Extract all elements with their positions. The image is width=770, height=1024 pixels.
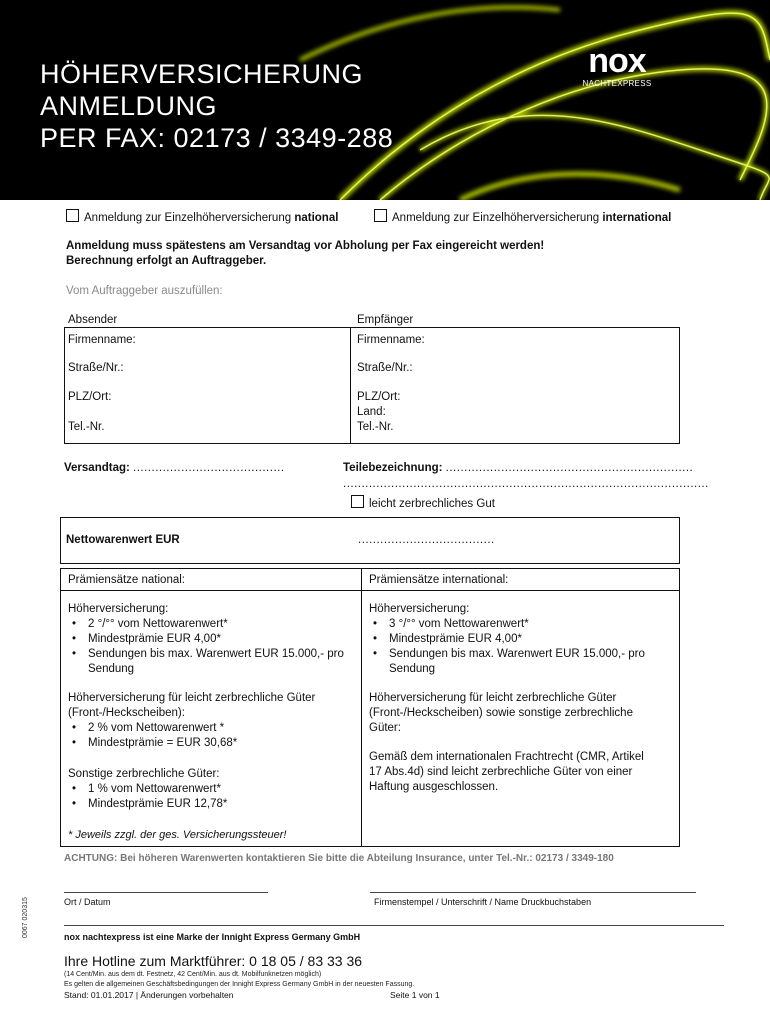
national-premium-column [68, 602, 354, 812]
int-hv-heading: Höherversicherung: [369, 603, 470, 615]
international-premium-heading: Prämiensätze international: [369, 574, 509, 586]
int-cmr-text: Gemäß dem internationalen Frachtrecht (CMR, Artikel 17 Abs.4d) sind leicht zerbrechliche Güter von einer Haftung ausgeschlossen. [369, 751, 644, 793]
status-note: Stand: 01.01.2017 | Änderungen vorbehalten [64, 990, 234, 1000]
int-hv-item: • Mindestprämie EUR 4,00* [369, 632, 665, 647]
terms-note: Es gelten die allgemeinen Geschäftsbedingungen der Innight Express Germany GmbH in der neuesten Fassung. [64, 981, 415, 988]
shipping-date-dots: ......................................... [133, 462, 285, 474]
int-hv-item: • 3 °/°° vom Nettowarenwert* [369, 617, 665, 632]
title-line-2: ANMELDUNG [40, 91, 218, 121]
title-line-1: HÖHERVERSICHERUNG [40, 59, 364, 89]
int-fragile-text: Höherversicherung für leicht zerbrechliche Güter (Front-/Heckscheiben) sowie sonstige zerbrechliche Güter: [369, 692, 633, 734]
form-title [40, 58, 393, 154]
title-line-3: PER FAX: 02173 / 3349-288 [40, 123, 394, 153]
side-document-code: 0067 020315 [22, 897, 29, 938]
stamp-label: Firmenstempel / Unterschrift / Name Druckbuchstaben [374, 897, 592, 907]
recipient-heading: Empfänger [357, 314, 414, 326]
sender-street-field[interactable]: Straße/Nr.: [68, 362, 124, 374]
national-label: Anmeldung zur Einzelhöherversicherung [84, 212, 295, 224]
net-value-input[interactable]: ..................................... [358, 534, 495, 546]
shipping-date-field[interactable] [64, 462, 285, 474]
sender-heading: Absender [68, 314, 118, 326]
nat-other-item: • Mindestprämie EUR 12,78* [68, 797, 354, 812]
sender-plz-field[interactable]: PLZ/Ort: [68, 391, 112, 403]
nat-fragile-item: • 2 % vom Nettowarenwert * [68, 721, 354, 736]
place-date-line[interactable] [64, 892, 268, 893]
page-number: Seite 1 von 1 [390, 990, 440, 1000]
international-label-bold: international [602, 212, 672, 224]
recipient-firm-field[interactable]: Firmenname: [357, 334, 425, 346]
brand-line: nox nachtexpress ist eine Marke der Innight Express Germany GmbH [64, 932, 361, 942]
notice-line-2: Berechnung erfolgt an Auftraggeber. [66, 255, 267, 267]
fragile-checkbox[interactable] [351, 495, 364, 508]
address-divider [350, 327, 351, 443]
shipping-date-label: Versandtag: [64, 462, 130, 474]
recipient-tel-field[interactable]: Tel.-Nr. [357, 421, 394, 433]
nat-hv-item: • 2 °/°° vom Nettowarenwert* [68, 617, 354, 632]
hotline-rates: (14 Cent/Min. aus dem dt. Festnetz, 42 Cent/Min. aus dt. Mobilfunknetzen möglich) [64, 971, 322, 978]
parts-dots-line-2[interactable]: ................................................................................................... [343, 478, 709, 490]
footer-divider [64, 925, 724, 926]
place-date-label: Ort / Datum [64, 897, 111, 907]
nox-logo [574, 44, 660, 88]
national-label-bold: national [294, 212, 339, 224]
premiums-header-line [60, 590, 680, 591]
logo-subtitle: NACHTEXPRESS [582, 79, 652, 88]
recipient-plz-field[interactable]: PLZ/Ort: [357, 391, 401, 403]
national-checkbox[interactable] [66, 209, 79, 222]
nat-fragile-item: • Mindestprämie = EUR 30,68* [68, 736, 354, 751]
fragile-option[interactable] [351, 495, 495, 510]
nat-hv-item: • Sendungen bis max. Warenwert EUR 15.000,- pro Sendung [68, 647, 358, 677]
net-value-label: Nettowarenwert EUR [66, 534, 180, 546]
premiums-divider [361, 568, 362, 846]
notice-line-1: Anmeldung muss spätestens am Versandtag vor Abholung per Fax eingereicht werden! [66, 240, 545, 252]
header-banner [0, 0, 770, 200]
nat-hv-heading: Höherversicherung: [68, 603, 169, 615]
attention-note: ACHTUNG: Bei höheren Warenwerten kontaktieren Sie bitte die Abteilung Insurance, unter Tel.-Nr.: 02173 / 3349-180 [64, 853, 614, 864]
international-checkbox[interactable] [374, 209, 387, 222]
international-premium-column [369, 602, 665, 795]
international-label: Anmeldung zur Einzelhöherversicherung [392, 212, 603, 224]
client-hint: Vom Auftraggeber auszufüllen: [66, 285, 223, 297]
recipient-land-field[interactable]: Land: [357, 406, 386, 418]
logo-wordmark: nox [588, 42, 646, 80]
int-hv-item: • Sendungen bis max. Warenwert EUR 15.000,- pro Sendung [369, 647, 659, 677]
national-premium-heading: Prämiensätze national: [68, 574, 185, 586]
hotline: Ihre Hotline zum Marktführer: 0 18 05 / 83 33 36 [64, 953, 363, 969]
sender-firm-field[interactable]: Firmenname: [68, 334, 136, 346]
parts-dots: ................................................................... [445, 462, 694, 474]
parts-field[interactable] [343, 462, 693, 474]
option-international[interactable] [374, 209, 671, 224]
sender-tel-field[interactable]: Tel.-Nr. [68, 421, 105, 433]
parts-label: Teilebezeichnung: [343, 462, 443, 474]
fragile-label: leicht zerbrechliches Gut [369, 498, 495, 510]
option-national[interactable] [66, 209, 338, 224]
nat-fragile-heading: Höherversicherung für leicht zerbrechliche Güter (Front-/Heckscheiben): [68, 692, 316, 719]
premium-footnote: * Jeweils zzgl. der ges. Versicherungssteuer! [68, 829, 287, 841]
recipient-street-field[interactable]: Straße/Nr.: [357, 362, 413, 374]
nat-other-heading: Sonstige zerbrechliche Güter: [68, 768, 220, 780]
stamp-line[interactable] [370, 892, 696, 893]
nat-other-item: • 1 % vom Nettowarenwert* [68, 782, 354, 797]
nat-hv-item: • Mindestprämie EUR 4,00* [68, 632, 354, 647]
